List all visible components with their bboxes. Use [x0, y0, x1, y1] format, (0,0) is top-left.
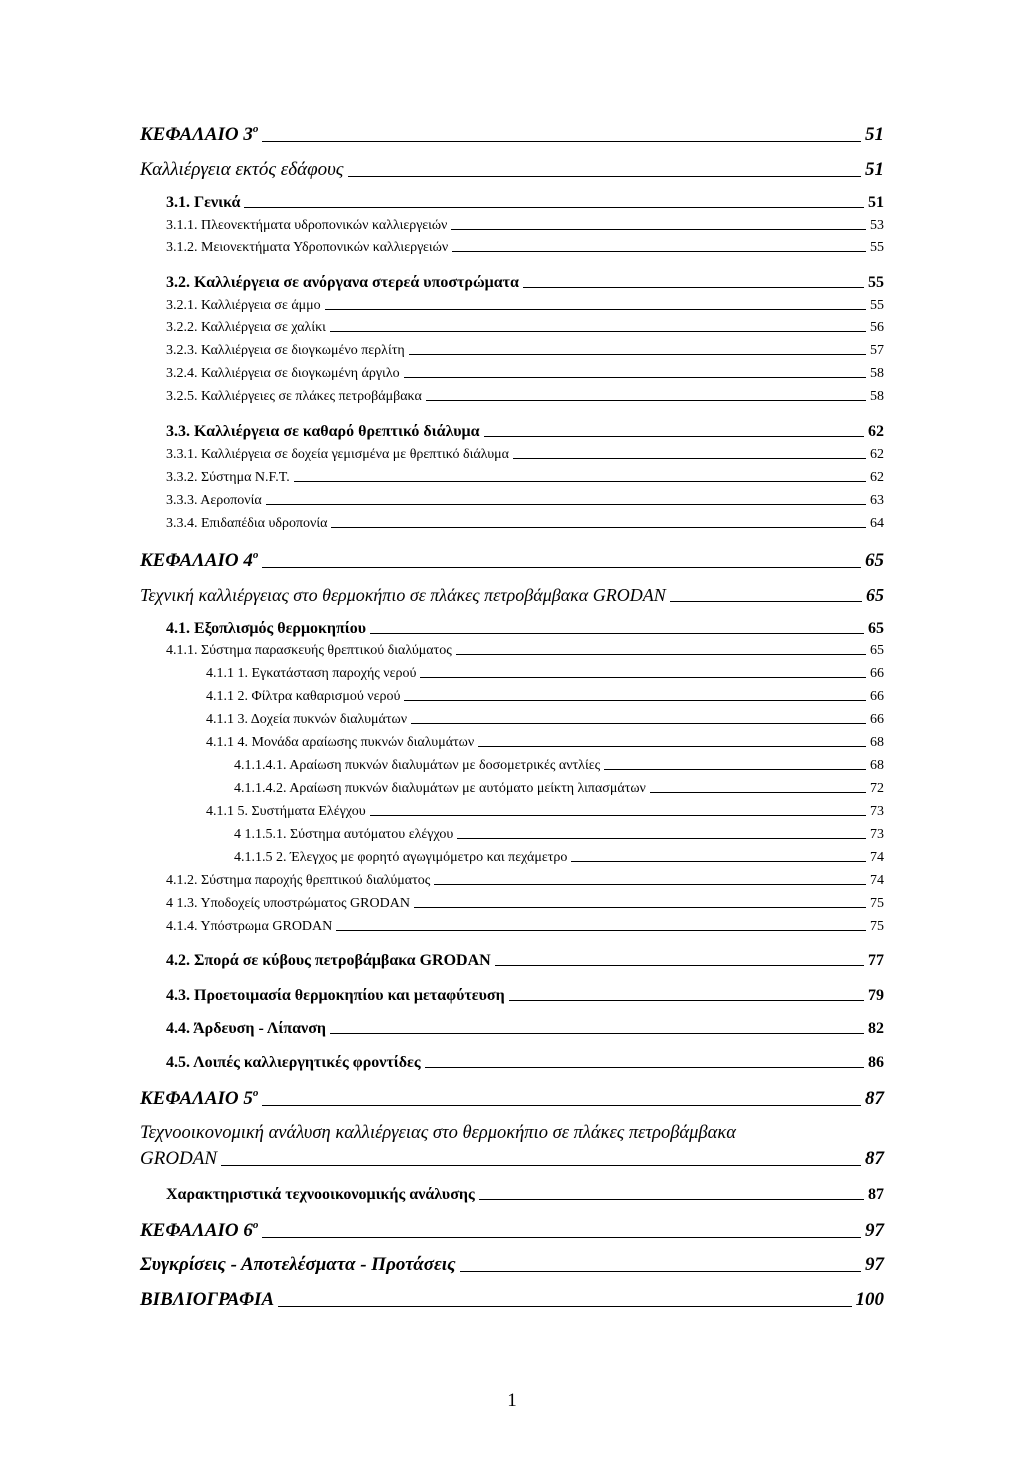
toc-page: 58	[870, 389, 884, 404]
toc-page: 77	[868, 952, 884, 969]
toc-page: 55	[868, 274, 884, 291]
toc-section-4-1	[166, 620, 884, 638]
toc-leader	[330, 1033, 864, 1034]
toc-leader	[262, 1105, 861, 1106]
toc-section-4-1-1-2	[206, 689, 884, 705]
toc-section-4-1-3	[166, 896, 884, 912]
toc-leader	[426, 400, 866, 401]
toc-leader	[604, 769, 866, 770]
toc-leader	[425, 1067, 864, 1068]
toc-title-sup: ο	[252, 1219, 259, 1231]
toc-page: 55	[870, 240, 884, 255]
toc-section-3-3	[166, 423, 884, 441]
toc-title: 4.1. Εξοπλισμός θερμοκηπίου	[166, 620, 367, 637]
toc-section-4-1-1-4-1	[234, 758, 884, 774]
toc-section-4-1-2	[166, 873, 884, 889]
toc-section-3-3-2	[166, 470, 884, 486]
toc-leader	[571, 861, 866, 862]
toc-title: 4 1.3. Υποδοχείς υποστρώματος GRODAN	[166, 896, 410, 911]
toc-title-sup: ο	[252, 1087, 259, 1099]
toc-title: 3.2.5. Καλλιέργειες σε πλάκες πετροβάμβακα	[166, 389, 422, 404]
toc-chapter-4	[140, 550, 884, 572]
toc-page: 68	[870, 758, 884, 773]
toc-title: 3.2.1. Καλλιέργεια σε άμμο	[166, 298, 321, 313]
toc-title: 4.1.1.4.2. Αραίωση πυκνών διαλυμάτων με αυτόματο μείκτη λιπασμάτων	[234, 781, 646, 796]
toc-section-3-2-2	[166, 320, 884, 336]
toc-section-4-1-1-5-2	[234, 850, 884, 866]
toc-page: 63	[870, 493, 884, 508]
toc-leader	[325, 309, 866, 310]
toc-leader	[411, 723, 866, 724]
toc-title: 4.1.1 1. Εγκατάσταση παροχής νερού	[206, 666, 417, 681]
toc-page: 87	[865, 1088, 884, 1109]
toc-section-3-2-3	[166, 343, 884, 359]
toc-title: 3.3.1. Καλλιέργεια σε δοχεία γεμισμένα με θρεπτικό διάλυμα	[166, 447, 509, 462]
toc-page: 66	[870, 666, 884, 681]
toc-title: Συγκρίσεις - Αποτελέσματα - Προτάσεις	[140, 1254, 456, 1275]
toc-title: 3.3. Καλλιέργεια σε καθαρό θρεπτικό διάλυμα	[166, 423, 480, 440]
toc-leader	[266, 504, 866, 505]
toc-chapter-3-subtitle	[140, 159, 884, 181]
toc-section-3-2-4	[166, 366, 884, 382]
toc-page: 74	[870, 873, 884, 888]
toc-leader	[452, 251, 866, 252]
toc-section-4-3	[166, 987, 884, 1005]
toc-chapter-6	[140, 1220, 884, 1242]
toc-title: 4.1.2. Σύστημα παροχής θρεπτικού διαλύματος	[166, 873, 431, 888]
toc-section-3-3-3	[166, 493, 884, 509]
toc-section-4-4	[166, 1020, 884, 1038]
toc-section-3-2	[166, 274, 884, 292]
toc-title: 3.3.4. Επιδαπέδια υδροπονία	[166, 516, 328, 531]
toc-page: 62	[870, 470, 884, 485]
toc-leader	[523, 287, 864, 288]
toc-title: ΚΕΦΑΛΑΙΟ 6	[140, 1220, 253, 1241]
toc-leader	[434, 884, 866, 885]
toc-section-4-2	[166, 952, 884, 970]
toc-leader	[414, 907, 866, 908]
toc-page: 86	[868, 1054, 884, 1071]
toc-page: 64	[870, 516, 884, 531]
toc-page: 55	[870, 298, 884, 313]
toc-leader	[330, 331, 866, 332]
toc-leader	[404, 700, 866, 701]
toc-leader	[457, 838, 866, 839]
toc-page: 51	[865, 124, 884, 145]
toc-page: 97	[865, 1220, 884, 1241]
toc-page: 79	[868, 987, 884, 1004]
toc-leader	[420, 677, 866, 678]
toc-page: 75	[870, 919, 884, 934]
toc-title: 4.1.1 4. Μονάδα αραίωσης πυκνών διαλυμάτων	[206, 735, 475, 750]
toc-title: 3.3.2. Σύστημα N.F.T.	[166, 470, 290, 485]
toc-title: 4 1.1.5.1. Σύστημα αυτόματου ελέγχου	[234, 827, 454, 842]
toc-page: 66	[870, 689, 884, 704]
toc-section-4-1-1-4-2	[234, 781, 884, 797]
toc-title: 3.3.3. Αεροπονία	[166, 493, 262, 508]
toc-leader	[370, 815, 866, 816]
toc-leader	[294, 481, 866, 482]
toc-section-4-1-1	[166, 643, 884, 659]
toc-bibliography	[140, 1289, 884, 1311]
toc-leader	[404, 377, 866, 378]
toc-leader	[370, 633, 864, 634]
toc-section-4-1-4	[166, 919, 884, 935]
toc-page: 57	[870, 343, 884, 358]
toc-leader	[509, 1000, 864, 1001]
toc-title-sup: ο	[252, 549, 259, 561]
toc-page: 51	[868, 194, 884, 211]
toc-page: 56	[870, 320, 884, 335]
toc-title: Τεχνική καλλιέργειας στο θερμοκήπιο σε πλάκες πετροβάμβακα GRODAN	[140, 585, 666, 605]
toc-title: ΚΕΦΑΛΑΙΟ 5	[140, 1088, 253, 1109]
toc-chapter-5-subtitle-line2	[140, 1148, 884, 1170]
toc-page: 73	[870, 827, 884, 842]
toc-section-4-1-1-4	[206, 735, 884, 751]
toc-title: 3.2.2. Καλλιέργεια σε χαλίκι	[166, 320, 326, 335]
toc-leader	[262, 141, 861, 142]
toc-title: ΚΕΦΑΛΑΙΟ 4	[140, 550, 253, 571]
toc-leader	[670, 601, 862, 602]
toc-section-3-2-5	[166, 389, 884, 405]
toc-title: 4.1.1.4.1. Αραίωση πυκνών διαλυμάτων με δοσομετρικές αντλίες	[234, 758, 601, 773]
toc-page: 58	[870, 366, 884, 381]
toc-title: 4.1.1. Σύστημα παρασκευής θρεπτικού διαλύματος	[166, 643, 452, 658]
toc-chapter-5	[140, 1088, 884, 1110]
toc-title: 3.2.3. Καλλιέργεια σε διογκωμένο περλίτη	[166, 343, 405, 358]
toc-chapter-4-subtitle	[140, 585, 884, 606]
toc-leader	[278, 1306, 851, 1307]
toc-page: 82	[868, 1020, 884, 1037]
toc-page: 53	[870, 218, 884, 233]
toc-leader	[460, 1271, 861, 1272]
toc-page: 62	[868, 423, 884, 440]
toc-leader	[456, 654, 866, 655]
toc-page: 66	[870, 712, 884, 727]
toc-title: 3.2. Καλλιέργεια σε ανόργανα στερεά υποστρώματα	[166, 274, 519, 291]
toc-section-3-3-1	[166, 447, 884, 463]
toc-section-4-1-1-5	[206, 804, 884, 820]
toc-page: 68	[870, 735, 884, 750]
toc-leader	[495, 965, 864, 966]
toc-page: 87	[868, 1186, 884, 1203]
toc-section-3-1-2	[166, 240, 884, 256]
toc-title: Χαρακτηριστικά τεχνοοικονομικής ανάλυσης	[166, 1186, 475, 1203]
toc-title: 3.1.2. Μειονεκτήματα Υδροπονικών καλλιεργειών	[166, 240, 449, 255]
toc-section-3-2-1	[166, 298, 884, 314]
toc-title: 3.1.1. Πλεονεκτήματα υδροπονικών καλλιεργειών	[166, 218, 448, 233]
toc-leader	[484, 436, 865, 437]
toc-page: 100	[855, 1289, 884, 1310]
toc-leader	[244, 207, 864, 208]
toc-chapter-5-characteristics	[166, 1186, 884, 1204]
toc-title: GRODAN	[140, 1148, 218, 1169]
toc-page: 73	[870, 804, 884, 819]
toc-page: 65	[866, 585, 884, 605]
toc-leader	[513, 458, 866, 459]
toc-page: 87	[865, 1148, 884, 1169]
toc-page: 97	[865, 1254, 884, 1275]
toc-page: 51	[865, 159, 884, 180]
toc-section-4-5	[166, 1054, 884, 1072]
toc-page: 65	[865, 550, 884, 571]
toc-section-3-1-1	[166, 218, 884, 234]
page-number: 1	[507, 1390, 517, 1411]
toc-title: ΒΙΒΛΙΟΓΡΑΦΙΑ	[140, 1289, 275, 1310]
toc-leader	[262, 1237, 861, 1238]
toc-leader	[650, 792, 866, 793]
toc-chapter-5-subtitle-line1: Τεχνοοικονομική ανάλυση καλλιέργειας στο θερμοκήπιο σε πλάκες πετροβάμβακα	[140, 1123, 736, 1143]
toc-chapter-3	[140, 124, 884, 146]
toc-title: 4.4. Άρδευση - Λίπανση	[166, 1020, 326, 1037]
toc-title: 4.1.1 2. Φίλτρα καθαρισμού νερού	[206, 689, 401, 704]
toc-page: 74	[870, 850, 884, 865]
toc-page: 72	[870, 781, 884, 796]
toc-leader	[331, 527, 866, 528]
toc-title: 3.2.4. Καλλιέργεια σε διογκωμένη άργιλο	[166, 366, 400, 381]
toc-page: 75	[870, 896, 884, 911]
toc-leader	[451, 229, 866, 230]
toc-page: 65	[868, 620, 884, 637]
toc-chapter-6-subtitle	[140, 1254, 884, 1276]
toc-title: 4.5. Λοιπές καλλιεργητικές φροντίδες	[166, 1054, 421, 1071]
toc-page: 65	[870, 643, 884, 658]
toc-leader	[479, 1199, 864, 1200]
toc-section-3-3-4	[166, 516, 884, 532]
toc-section-4-1-1-5-1	[234, 827, 884, 843]
toc-title: 4.1.1.5 2. Έλεγχος με φορητό αγωγιμόμετρο και πεχάμετρο	[234, 850, 568, 865]
toc-title-sup: ο	[252, 123, 259, 135]
toc-title: 4.1.1 3. Δοχεία πυκνών διαλυμάτων	[206, 712, 408, 727]
toc-leader	[348, 176, 861, 177]
toc-page: 62	[870, 447, 884, 462]
toc-section-4-1-1-1	[206, 666, 884, 682]
toc-section-3-1	[166, 194, 884, 212]
toc-title: 4.2. Σπορά σε κύβους πετροβάμβακα GRODAN	[166, 952, 491, 969]
toc-title: 4.3. Προετοιμασία θερμοκηπίου και μεταφύτευση	[166, 987, 505, 1004]
toc-section-4-1-1-3	[206, 712, 884, 728]
toc-leader	[262, 567, 861, 568]
toc-title: 4.1.4. Υπόστρωμα GRODAN	[166, 919, 333, 934]
toc-leader	[409, 354, 866, 355]
toc-leader	[336, 930, 866, 931]
toc-leader	[478, 746, 866, 747]
toc-title: 3.1. Γενικά	[166, 194, 241, 211]
toc-title: ΚΕΦΑΛΑΙΟ 3	[140, 124, 253, 145]
toc-title: 4.1.1 5. Συστήματα Ελέγχου	[206, 804, 366, 819]
toc-leader	[221, 1165, 861, 1166]
toc-title: Καλλιέργεια εκτός εδάφους	[140, 159, 344, 180]
